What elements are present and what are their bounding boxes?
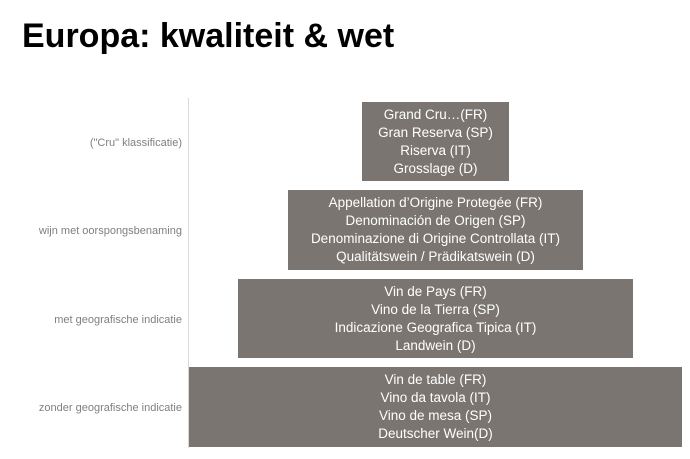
- tier-text-line: Qualitätswein / Prädikatswein (D): [336, 249, 535, 264]
- tier-box-geografische-indicatie: [238, 279, 633, 358]
- tier-box-zonder-geografische-indicatie: [189, 367, 682, 447]
- tier-text-line: Riserva (IT): [400, 142, 471, 158]
- tier-text-line: Appellation d’Origine Protegée (FR): [328, 195, 543, 210]
- tier-text-line: Grosslage (D): [393, 160, 478, 176]
- tier-text-line: Gran Reserva (SP): [378, 124, 493, 140]
- tier-text-line: Vino de la Tierra (SP): [371, 301, 500, 317]
- tier-label-zonder-geografische-indicatie: zonder geografische indicatie: [38, 402, 182, 414]
- tier-text-line: Vino da tavola (IT): [380, 390, 491, 405]
- tier-text-line: Indicazione Geografica Tipica (IT): [334, 319, 537, 335]
- tier-text-line: Vino de mesa (SP): [378, 408, 493, 423]
- tier-box-oorsprongsbenaming: [288, 190, 583, 270]
- tier-label-oorsprongsbenaming: wijn met oorspongsbenaming: [38, 225, 182, 237]
- tier-box-cru: [362, 102, 509, 181]
- tier-text-line: Deutscher Wein(D): [378, 426, 493, 441]
- tier-text-line: Grand Cru…(FR): [383, 106, 488, 122]
- tier-text-line: Vin de table (FR): [384, 372, 487, 387]
- page-title: Europa: kwaliteit & wet: [22, 17, 395, 55]
- tier-label-geografische-indicatie: met geografische indicatie: [54, 314, 182, 326]
- tier-text-line: Vin de Pays (FR): [384, 283, 487, 299]
- tier-text-line: Landwein (D): [395, 337, 476, 353]
- tier-label-cru: ("Cru" klassificatie): [89, 137, 182, 149]
- tier-text-line: Denominazione di Origine Controllata (IT): [310, 231, 561, 246]
- tier-text-line: Denominación de Origen (SP): [345, 213, 526, 228]
